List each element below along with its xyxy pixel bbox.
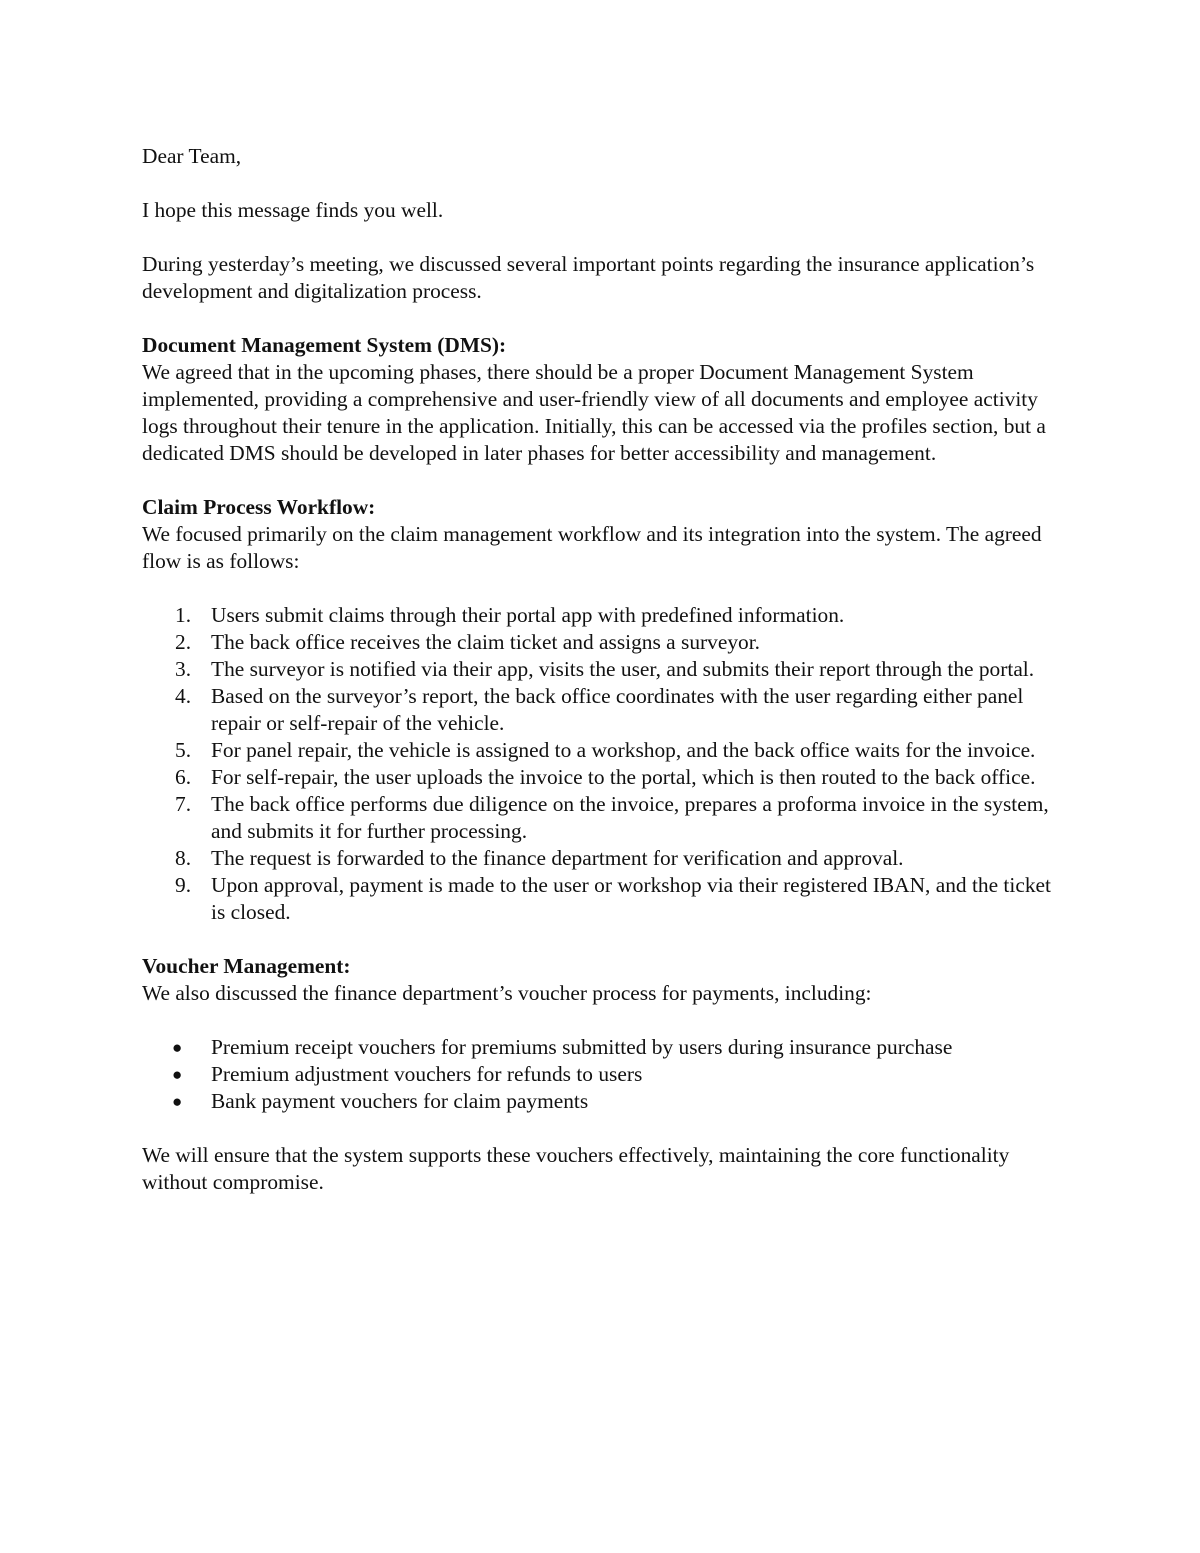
list-number: 3. <box>175 657 192 681</box>
list-item-text: Bank payment vouchers for claim payments <box>211 1089 589 1113</box>
list-item-text: Premium adjustment vouchers for refunds to users <box>211 1062 643 1086</box>
greeting: Dear Team, <box>142 144 242 168</box>
voucher-body: We also discussed the finance department’s voucher process for payments, including: <box>142 981 872 1005</box>
intro-paragraph: During yesterday’s meeting, we discussed several important points regarding the insurance application’s development and digitalization process. <box>142 252 1035 303</box>
list-item <box>142 1034 1062 1061</box>
list-item-text: Upon approval, payment is made to the user or workshop via their registered IBAN, and the ticket is closed. <box>211 873 1051 924</box>
list-number: 5. <box>175 738 192 762</box>
list-item-text: Based on the surveyor’s report, the back office coordinates with the user regarding either panel repair or self-repair of the vehicle. <box>211 684 1024 735</box>
list-item-text: The back office performs due diligence on the invoice, prepares a proforma invoice in the system, and submits it for further processing. <box>211 792 1049 843</box>
list-number: 8. <box>175 846 192 870</box>
bullet-icon: ● <box>172 1038 183 1057</box>
dms-section <box>142 332 1062 467</box>
list-item-text: For self-repair, the user uploads the invoice to the portal, which is then routed to the back office. <box>211 765 1036 789</box>
list-item <box>142 791 1062 845</box>
list-item-text: The back office receives the claim ticket and assigns a surveyor. <box>211 630 761 654</box>
letter-document <box>142 143 1062 1223</box>
list-number: 1. <box>175 603 192 627</box>
claim-heading: Claim Process Workflow: <box>142 495 376 519</box>
list-number: 4. <box>175 684 192 708</box>
opening-line: I hope this message finds you well. <box>142 198 444 222</box>
list-number: 6. <box>175 765 192 789</box>
claim-body: We focused primarily on the claim management workflow and its integration into the system. The agreed flow is as follows: <box>142 522 1042 573</box>
list-item <box>142 656 1062 683</box>
list-item-text: The request is forwarded to the finance department for verification and approval. <box>211 846 904 870</box>
list-item-text: Premium receipt vouchers for premiums submitted by users during insurance purchase <box>211 1035 953 1059</box>
dms-heading: Document Management System (DMS): <box>142 333 507 357</box>
closing-paragraph: We will ensure that the system supports these vouchers effectively, maintaining the core functionality without compromise. <box>142 1143 1010 1194</box>
list-item <box>142 629 1062 656</box>
bullet-icon: ● <box>172 1092 183 1111</box>
voucher-list <box>142 1034 1062 1115</box>
list-item-text: Users submit claims through their portal app with predefined information. <box>211 603 845 627</box>
list-item <box>142 683 1062 737</box>
list-item <box>142 602 1062 629</box>
list-item <box>142 764 1062 791</box>
list-item <box>142 1061 1062 1088</box>
bullet-icon: ● <box>172 1065 183 1084</box>
dms-body: We agreed that in the upcoming phases, there should be a proper Document Management System implemented, providing a comprehensive and user-friendly view of all documents and employee activity logs throughout their tenure in the application. Initially, this can be accessed via the profiles section, but a dedicated DMS should be developed in later phases for better accessibility and management. <box>142 360 1046 465</box>
list-item-text: For panel repair, the vehicle is assigned to a workshop, and the back office waits for the invoice. <box>211 738 1036 762</box>
voucher-heading: Voucher Management: <box>142 954 351 978</box>
list-item-text: The surveyor is notified via their app, visits the user, and submits their report through the portal. <box>211 657 1035 681</box>
list-item <box>142 872 1062 926</box>
list-item <box>142 845 1062 872</box>
list-number: 7. <box>175 792 192 816</box>
list-item <box>142 1088 1062 1115</box>
list-number: 2. <box>175 630 192 654</box>
list-number: 9. <box>175 873 192 897</box>
claim-section <box>142 494 1062 575</box>
list-item <box>142 737 1062 764</box>
voucher-section <box>142 953 1062 1007</box>
claim-steps-list <box>142 602 1062 926</box>
